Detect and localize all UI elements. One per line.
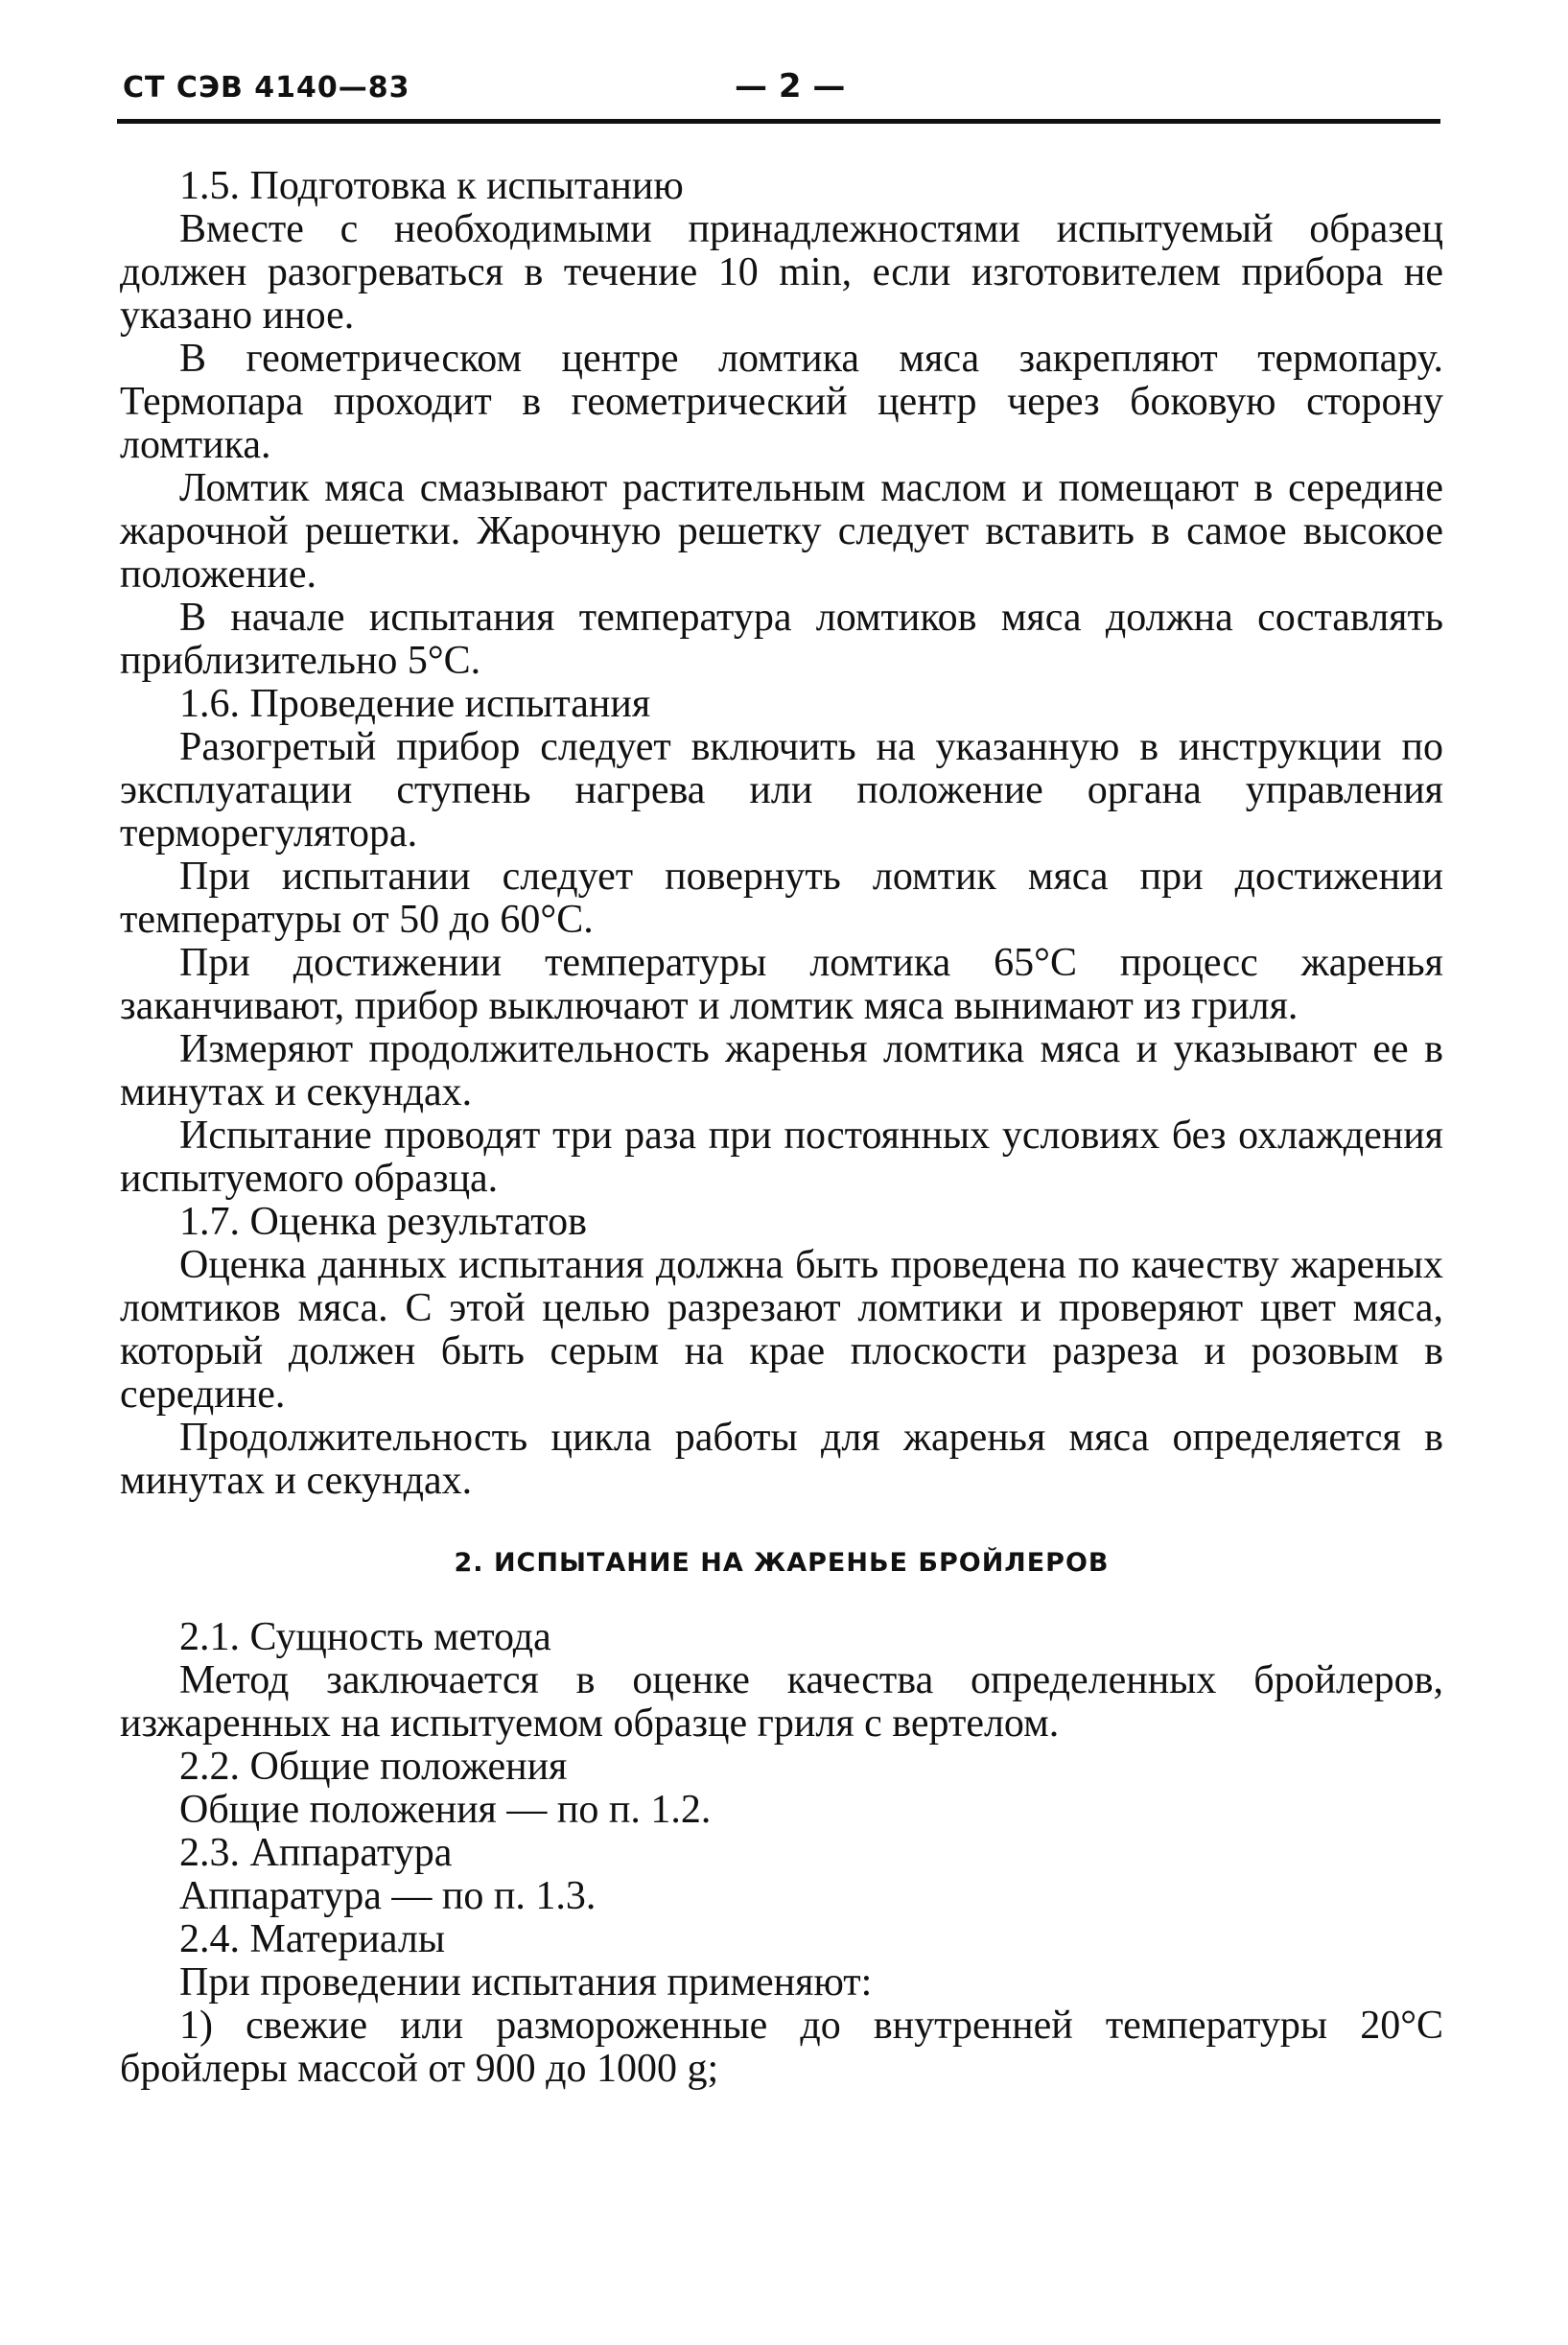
- paragraph: Продолжительность цикла работы для жаренья мяса определяется в минутах и секундах.: [120, 1416, 1443, 1503]
- subsection-heading-2-1: 2.1. Сущность метода: [179, 1615, 551, 1659]
- section-title: 2. ИСПЫТАНИЕ НА ЖАРЕНЬЕ БРОЙЛЕРОВ: [454, 1548, 1110, 1578]
- paragraph: В начале испытания температура ломтиков мяса должна составлять приблизительно 5°C.: [120, 596, 1443, 683]
- subsection-heading-2-4: 2.4. Материалы: [179, 1917, 446, 1961]
- paragraph: Аппаратура — по п. 1.3.: [179, 1874, 597, 1918]
- paragraph: Испытание проводят три раза при постоянных условиях без охлаждения испытуемого образца.: [120, 1114, 1443, 1201]
- page-header: [0, 0, 1568, 144]
- paragraph: Разогретый прибор следует включить на указанную в инструкции по эксплуатации ступень нагрева или положение органа управления терморегулятора.: [120, 725, 1443, 856]
- document-body: [120, 165, 1443, 2091]
- list-item: 1) свежие или размороженные до внутренней температуры 20°C бройлеры массой от 900 до 1000 g;: [120, 2004, 1443, 2091]
- paragraph: В геометрическом центре ломтика мяса закрепляют термопару. Термопара проходит в геометрический центр через боковую сторону ломтика.: [120, 337, 1443, 467]
- subsection-heading-2-2: 2.2. Общие положения: [179, 1745, 568, 1789]
- paragraph: Измеряют продолжительность жаренья ломтика мяса и указывают ее в минутах и секундах.: [120, 1027, 1443, 1114]
- subsection-heading-2-3: 2.3. Аппаратура: [179, 1831, 453, 1875]
- paragraph: Вместе с необходимыми принадлежностями испытуемый образец должен разогреваться в течение 10 min, если изготовителем прибора не указано иное.: [120, 207, 1443, 338]
- paragraph: Метод заключается в оценке качества определенных бройлеров, изжаренных на испытуемом образце гриля с вертелом.: [120, 1658, 1443, 1746]
- subsection-heading-1-6: 1.6. Проведение испытания: [179, 682, 651, 726]
- header-rule: [117, 119, 1440, 124]
- paragraph: При испытании следует повернуть ломтик мяса при достижении температуры от 50 до 60°C.: [120, 855, 1443, 942]
- paragraph: При проведении испытания применяют:: [179, 1960, 873, 2005]
- paragraph: При достижении температуры ломтика 65°C процесс жаренья заканчивают, прибор выключают и ломтик мяса вынимают из гриля.: [120, 941, 1443, 1028]
- document-code: СТ СЭВ 4140—83: [123, 71, 410, 105]
- subsection-heading-1-5: 1.5. Подготовка к испытанию: [179, 164, 684, 208]
- paragraph: Общие положения — по п. 1.2.: [179, 1788, 712, 1832]
- paragraph: Оценка данных испытания должна быть проведена по качеству жареных ломтиков мяса. С этой целью разрезают ломтики и проверяют цвет мяса, который должен быть серым на крае плоскости разреза и розовым в середине.: [120, 1243, 1443, 1417]
- page-number: — 2 —: [735, 67, 846, 106]
- paragraph: Ломтик мяса смазывают растительным маслом и помещают в середине жарочной решетки. Жарочную решетку следует вставить в самое высокое положение.: [120, 466, 1443, 597]
- subsection-heading-1-7: 1.7. Оценка результатов: [179, 1200, 587, 1244]
